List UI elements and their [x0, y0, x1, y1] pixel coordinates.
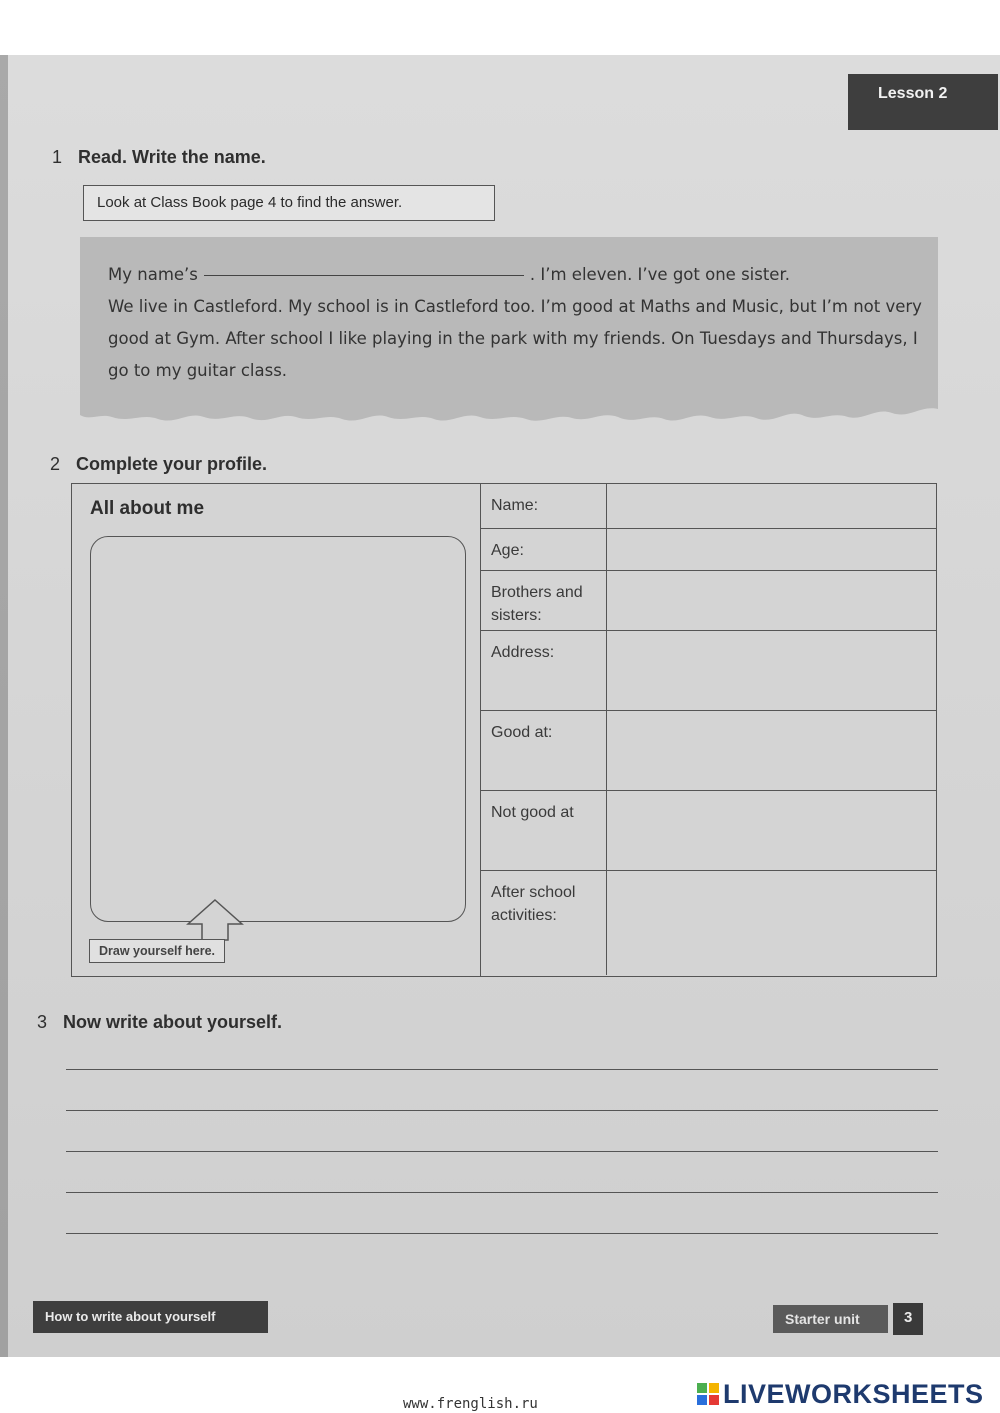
hint-box: Look at Class Book page 4 to find the answer.	[83, 185, 495, 221]
writing-line[interactable]	[66, 1192, 938, 1193]
profile-answer-cell[interactable]	[607, 529, 936, 570]
profile-answer-cell[interactable]	[607, 791, 936, 870]
exercise-1-number: 1	[52, 147, 63, 167]
profile-answer-cell[interactable]	[607, 571, 936, 630]
profile-row-siblings	[481, 571, 936, 631]
all-about-me-heading: All about me	[90, 498, 205, 519]
note-text-before-blank: My name’s	[108, 265, 198, 284]
footer-section-label: How to write about yourself	[33, 1301, 268, 1333]
profile-label: Not good at	[481, 791, 607, 870]
profile-row-after-school	[481, 871, 936, 975]
exercise-1-title	[52, 147, 266, 168]
exercise-3-instruction: Now write about yourself.	[63, 1012, 283, 1032]
writing-line[interactable]	[66, 1069, 938, 1070]
exercise-1-instruction: Read. Write the name.	[78, 147, 266, 167]
profile-row-name	[481, 484, 936, 529]
lesson-tab: Lesson 2	[848, 74, 998, 130]
page-number: 3	[893, 1303, 923, 1335]
liveworksheets-logo-icon	[697, 1383, 719, 1405]
exercise-2-title	[50, 454, 267, 475]
profile-label: Name:	[481, 484, 607, 528]
liveworksheets-brand	[697, 1379, 984, 1410]
profile-label: Address:	[481, 631, 607, 710]
profile-label: Age:	[481, 529, 607, 570]
profile-answer-cell[interactable]	[607, 484, 936, 528]
draw-area	[72, 484, 481, 976]
exercise-2-instruction: Complete your profile.	[76, 454, 268, 474]
note-text-after-blank: . I’m eleven. I’ve got one sister.	[529, 265, 790, 284]
name-answer-blank[interactable]	[204, 275, 524, 276]
profile-label: Brothers and sisters:	[481, 571, 607, 630]
profile-answer-cell[interactable]	[607, 871, 936, 975]
writing-line[interactable]	[66, 1151, 938, 1152]
profile-label: Good at:	[481, 711, 607, 790]
writing-line[interactable]	[66, 1110, 938, 1111]
writing-line[interactable]	[66, 1233, 938, 1234]
profile-answer-cell[interactable]	[607, 711, 936, 790]
profile-row-address	[481, 631, 936, 711]
profile-label: After school activities:	[481, 871, 607, 975]
exercise-3-number: 3	[37, 1012, 48, 1032]
profile-row-not-good-at	[481, 791, 936, 871]
watermark-site: www.frenglish.ru	[403, 1396, 538, 1412]
profile-row-age	[481, 529, 936, 571]
drawing-frame[interactable]	[90, 536, 466, 922]
note-text-rest: We live in Castleford. My school is in Castleford too. I’m good at Maths and Music, but I’m not very good at Gym. After school I like playing in the park with my friends. On Tuesdays and Thursdays, I go to my guitar class.	[108, 297, 922, 380]
draw-yourself-label: Draw yourself here.	[89, 939, 225, 963]
profile-row-good-at	[481, 711, 936, 791]
up-arrow-icon	[184, 898, 246, 942]
footer-unit-label: Starter unit	[773, 1305, 888, 1333]
exercise-2-number: 2	[50, 454, 61, 474]
profile-table	[71, 483, 937, 977]
note-paper	[80, 237, 940, 437]
worksheet-page	[0, 55, 1000, 1357]
liveworksheets-wordmark: LIVEWORKSHEETS	[723, 1379, 984, 1409]
profile-answer-cell[interactable]	[607, 631, 936, 710]
exercise-3-title	[37, 1012, 282, 1033]
note-text	[108, 259, 938, 387]
